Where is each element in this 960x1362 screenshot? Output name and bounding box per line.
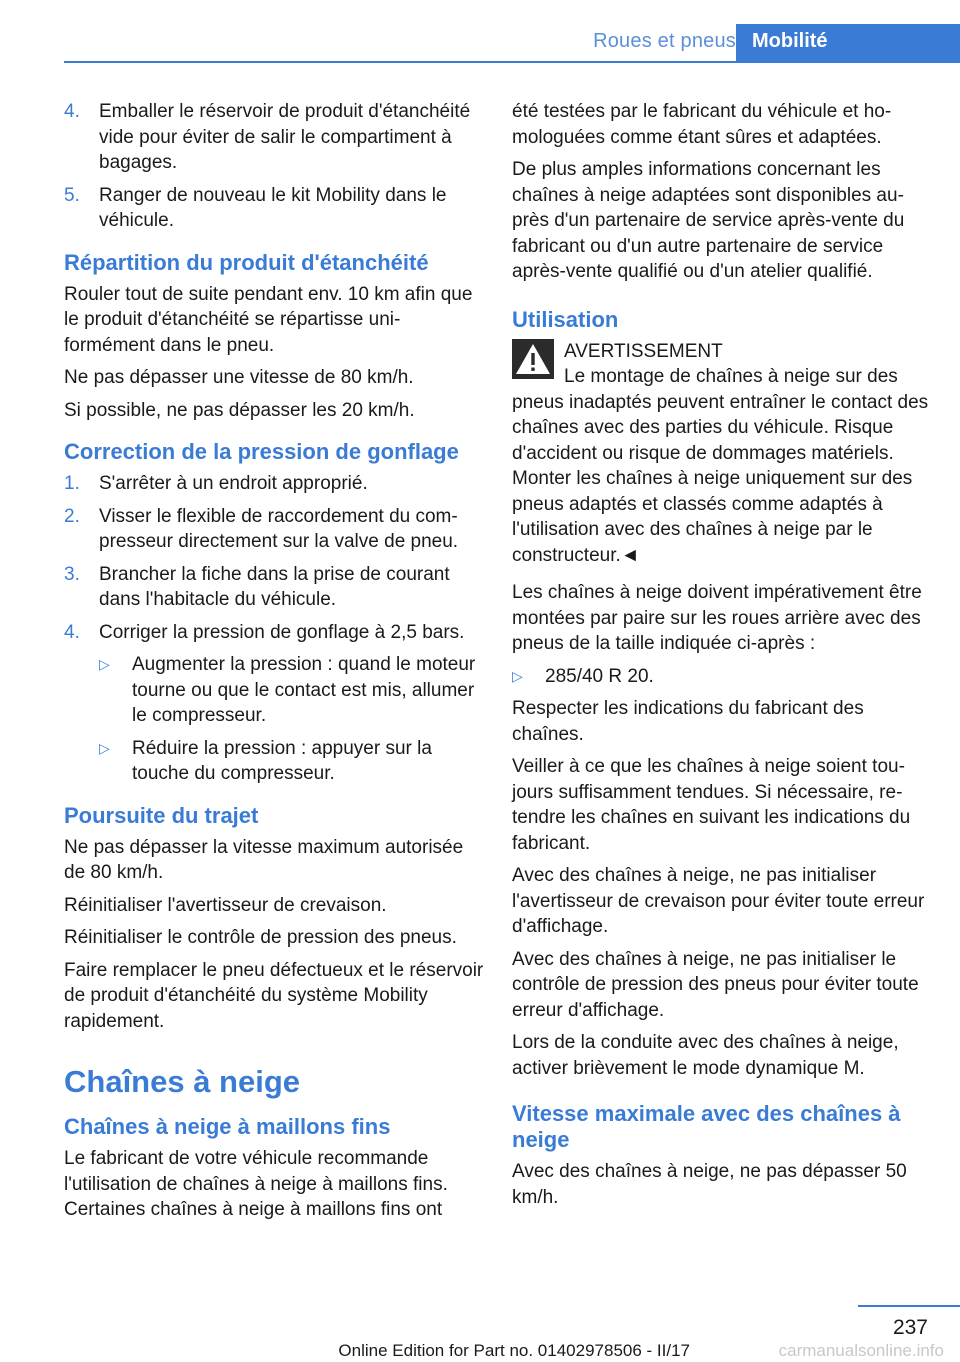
paragraph: Réinitialiser le contrôle de pression des pneus. <box>64 927 457 948</box>
paragraph: Ne pas dépasser la vitesse maximum autorisée de 80 km/h. <box>64 836 464 883</box>
heading-vitesse: Vitesse maximale avec des chaînes à neige <box>512 1101 901 1152</box>
paragraph: Ne pas dépasser une vitesse de 80 km/h. <box>64 367 414 388</box>
paragraph: Avec des chaînes à neige, ne pas dépasser 50 km/h. <box>512 1161 907 1208</box>
step-number: 3. <box>64 563 80 585</box>
paragraph: Lors de la conduite avec des chaînes à neige, activer brièvement le mode dynamique M. <box>512 1032 899 1079</box>
warning-box <box>512 339 932 569</box>
bullet-text: Réduire la pression : appuyer sur la touche du compresseur. <box>132 737 432 784</box>
page-number: 237 <box>892 1316 928 1339</box>
step-number: 1. <box>64 473 80 494</box>
step-item <box>64 504 484 555</box>
step-text: Visser le flexible de raccordement du compresseur directement sur la valve de pneu. <box>99 505 459 552</box>
step-text: S'arrêter à un endroit approprié. <box>99 473 368 494</box>
step-item <box>64 620 484 646</box>
heading-correction: Correction de la pression de gonflage <box>64 439 459 464</box>
warning-triangle-icon <box>512 339 554 379</box>
left-column <box>64 99 484 1230</box>
paragraph: Si possible, ne pas dépasser les 20 km/h. <box>64 399 415 421</box>
paragraph: Réinitialiser l'avertisseur de crevaison. <box>64 894 387 916</box>
step-number: 5. <box>64 184 80 206</box>
right-column <box>512 99 932 1217</box>
header-rule <box>64 61 960 63</box>
watermark: carmanualsonline.info <box>778 1341 944 1360</box>
step-number: 2. <box>64 505 80 527</box>
step-text: Brancher la fiche dans la prise de courant dans l'habitacle du véhicule. <box>99 563 450 610</box>
step-text: Corriger la pression de gonflage à 2,5 bars. <box>99 621 465 643</box>
step-item <box>64 471 484 497</box>
step-text: Ranger de nouveau le kit Mobility dans le véhicule. <box>99 184 447 231</box>
paragraph: Faire remplacer le pneu défectueux et le réservoir de produit d'étanchéité du système Mobility rapidement. <box>64 959 484 1032</box>
bullet-item <box>64 736 484 787</box>
paragraph: Avec des chaînes à neige, ne pas initialiser le contrôle de pression des pneus pour éviter toute erreur d'affichage. <box>512 948 919 1021</box>
heading-poursuite: Poursuite du trajet <box>64 802 259 828</box>
triangle-right-icon: ▷ <box>99 739 110 756</box>
heading-utilisation: Utilisation <box>512 306 619 332</box>
bullet-text: 285/40 R 20. <box>545 665 654 687</box>
paragraph: Le fabricant de votre véhicule recommande l'utilisation de chaînes à neige à maillons fins. Certaines chaînes à neige à maillons fins ont <box>64 1148 448 1220</box>
triangle-right-icon: ▷ <box>99 656 110 672</box>
step-number: 4. <box>64 621 80 643</box>
step-item <box>64 183 484 234</box>
paragraph: De plus amples informations concernant les chaînes à neige adaptées sont disponibles auprès d'un partenaire de service après-vente du fabricant ou d'un autre partenaire de service après-vente qualifié ou d'un atelier qualifié. <box>512 159 905 282</box>
step-item <box>64 562 484 613</box>
header-section-title: Roues et pneus <box>593 30 736 52</box>
edition-note: Online Edition for Part no. 01402978506 - II/17 <box>338 1341 690 1360</box>
paragraph: été testées par le fabricant du véhicule et homologuées comme étant sûres et adaptées. <box>512 101 892 148</box>
heading-repartition: Répartition du produit d'étanchéité <box>64 249 429 275</box>
triangle-right-icon: ▷ <box>512 667 523 684</box>
footer-rule <box>858 1305 960 1307</box>
step-item <box>64 99 484 176</box>
header-chapter-tab: Mobilité <box>736 24 960 62</box>
paragraph: Les chaînes à neige doivent impérativement être montées par paire sur les roues arrière avec des pneus de la taille indiquée ci-après : <box>512 582 922 654</box>
chapter-heading-chaines: Chaînes à neige <box>64 1064 301 1099</box>
step-number: 4. <box>64 101 80 122</box>
bullet-item <box>512 664 932 690</box>
paragraph: Avec des chaînes à neige, ne pas initialiser l'avertisseur de crevaison pour éviter toute erreur d'affichage. <box>512 865 925 937</box>
bullet-item <box>64 652 484 729</box>
paragraph: Veiller à ce que les chaînes à neige soient toujours suffisamment tendues. Si nécessaire, retendre les chaînes en suivant les indications du fabricant. <box>512 756 911 854</box>
warning-title: AVERTISSEMENT <box>564 340 723 362</box>
bullet-text: Augmenter la pression : quand le moteur tourne ou que le contact est mis, allumer le compresseur. <box>132 654 476 726</box>
page-header <box>0 24 960 62</box>
step-text: Emballer le réservoir de produit d'étanchéité vide pour éviter de salir le compartiment à bagages. <box>99 101 471 173</box>
paragraph: Rouler tout de suite pendant env. 10 km afin que le produit d'étanchéité se répartisse uniformément dans le pneu. <box>64 283 473 356</box>
paragraph: Respecter les indications du fabricant des chaînes. <box>512 698 864 745</box>
warning-text: Le montage de chaînes à neige sur des pneus inadaptés peuvent entraîner le contact des chaînes avec des parties du véhicule. Risque d'accident ou risque de dommages matériels. Monter les chaînes à neige uniquement sur des pneus adaptés et classés comme adaptés à l'utilisation avec des chaînes à neige par le constructeur.◄ <box>512 366 929 566</box>
heading-maillons: Chaînes à neige à maillons fins <box>64 1114 391 1139</box>
